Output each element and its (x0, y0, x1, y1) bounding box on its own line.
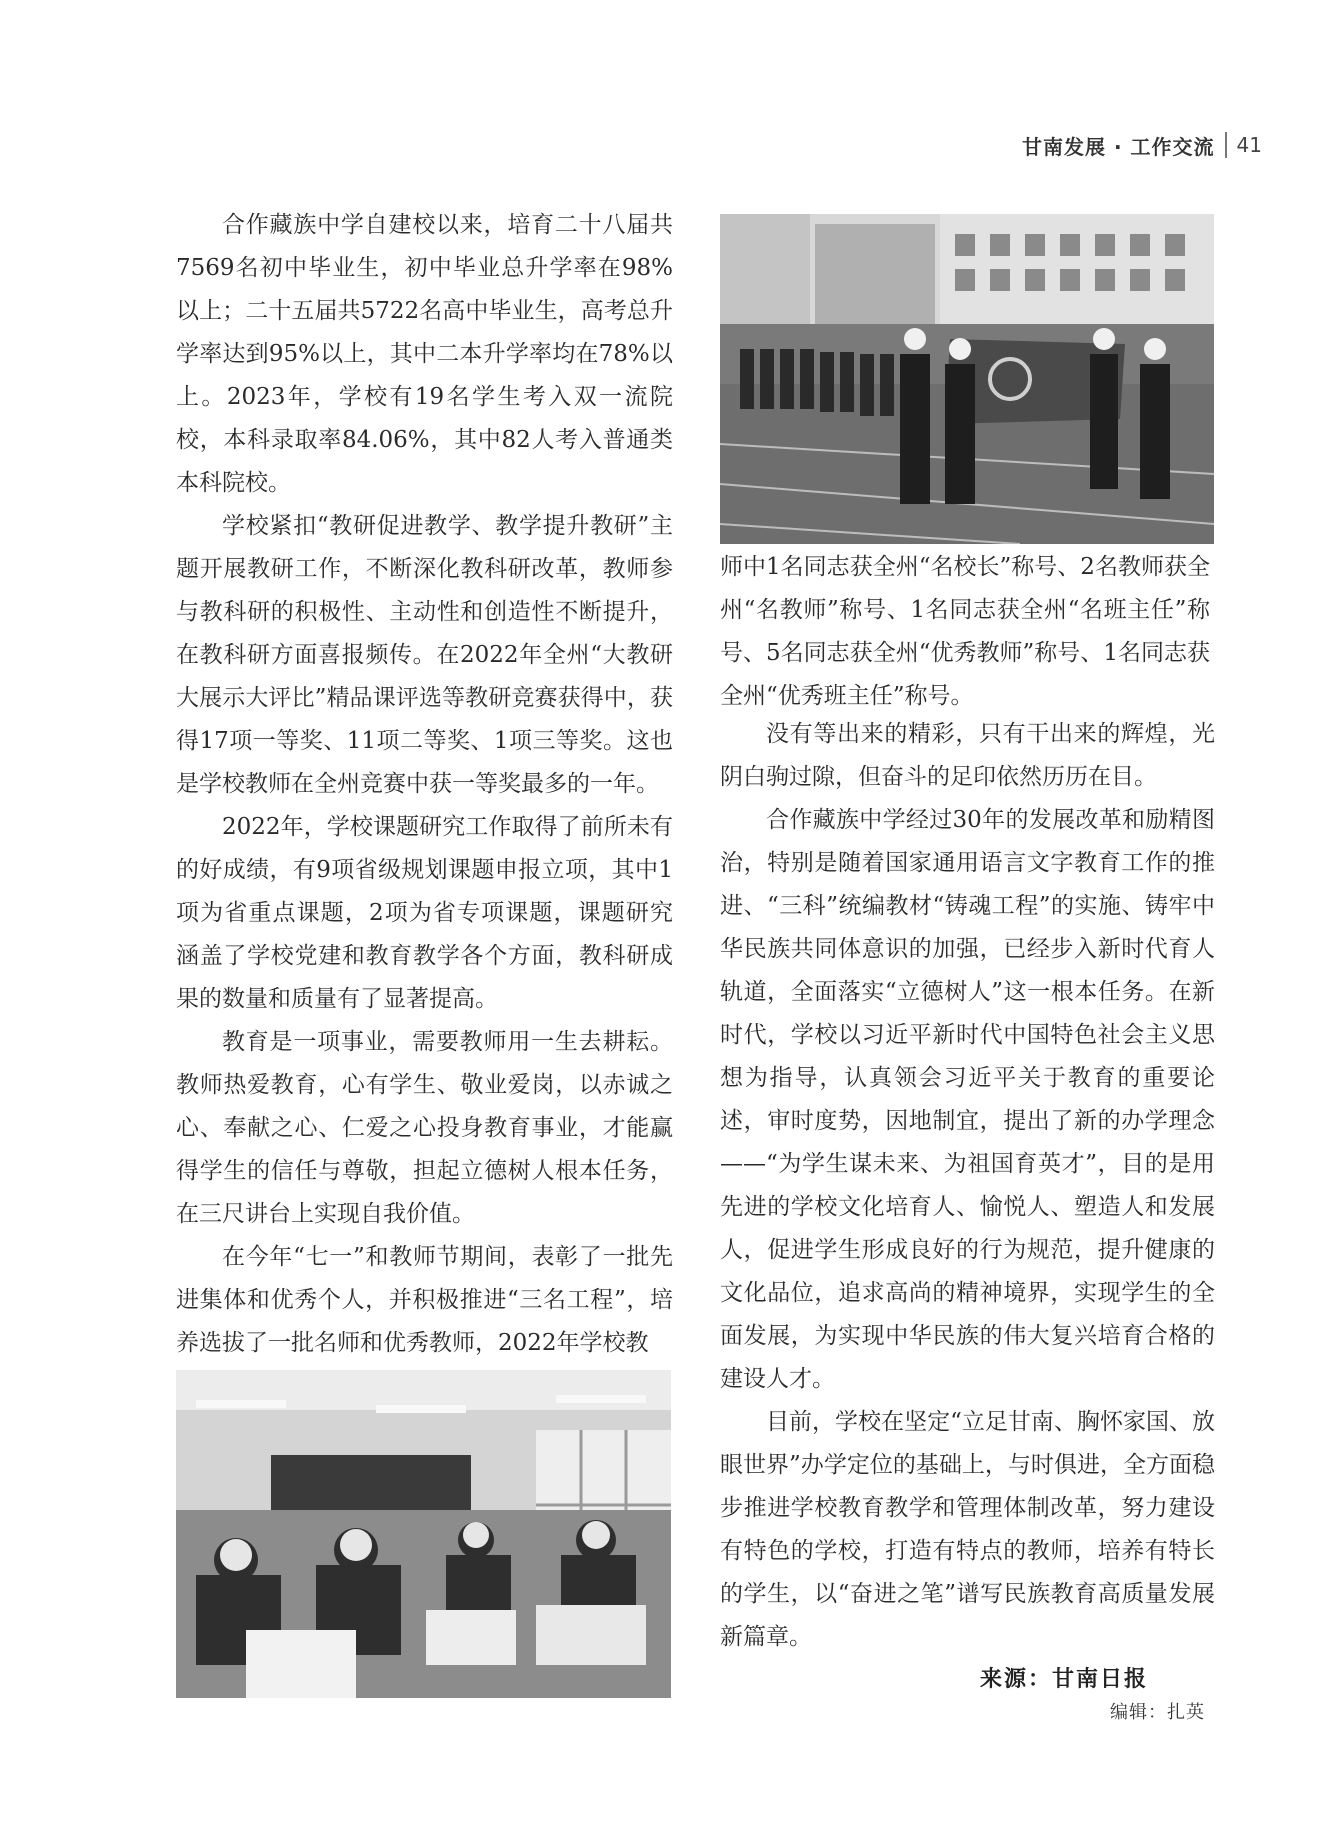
classroom-photo-image (176, 1370, 671, 1698)
section-title: 甘南发展 · 工作交流 (1022, 134, 1215, 159)
paragraph: 目前，学校在坚定“立足甘南、胸怀家国、放眼世界”办学定位的基础上，与时俱进，全方面稳步推进学校教育教学和管理体制改革，努力建设有特色的学校，打造有特点的教师，培养有特长的学生，以“奋进之笔”谱写民族教育高质量发展新篇章。 (720, 1409, 1215, 1650)
parade-photo (720, 214, 1214, 544)
running-header (1022, 130, 1262, 160)
classroom-photo (176, 1370, 671, 1698)
paragraph: 合作藏族中学经过30年的发展改革和励精图治，特别是随着国家通用语言文字教育工作的推进、“三科”统编教材“铸魂工程”的实施、铸牢中华民族共同体意识的加强，已经步入新时代育人轨道，全面落实“立德树人”这一根本任务。在新时代，学校以习近平新时代中国特色社会主义思想为指导，认真领会习近平关于教育的重要论述，审时度势，因地制宜，提出了新的办学理念——“为学生谋未来、为祖国育英才”，目的是用先进的学校文化培育人、愉悦人、塑造人和发展人，促进学生形成良好的行为规范，提升健康的文化品位，追求高尚的精神境界，实现学生的全面发展，为实现中华民族的伟大复兴培育合格的建设人才。 (720, 807, 1215, 1392)
article-source: 来源：甘南日报 (980, 1666, 1149, 1692)
paragraph-continuation: 师中1名同志获全州“名校长”称号、2名教师获全州“名教师”称号、1名同志获全州“名班主任”称号、5名同志获全州“优秀教师”称号、1名同志获全州“优秀班主任”称号。 (720, 554, 1210, 709)
paragraph: 2022年，学校课题研究工作取得了前所未有的好成绩，有9项省级规划课题申报立项，其中1项为省重点课题，2项为省专项课题，课题研究涵盖了学校党建和教育教学各个方面，教科研成果的数量和质量有了显著提高。 (176, 814, 673, 1012)
left-column (176, 204, 673, 1365)
article-editor: 编辑：扎英 (1110, 1702, 1205, 1723)
paragraph: 没有等出来的精彩，只有干出来的辉煌，光阴白驹过隙，但奋斗的足印依然历历在目。 (720, 721, 1215, 790)
right-column (720, 713, 1215, 1659)
paragraph: 学校紧扣“教研促进教学、教学提升教研”主题开展教研工作，不断深化教科研改革，教师参与教科研的积极性、主动性和创造性不断提升，在教科研方面喜报频传。在2022年全州“大教研大展示大评比”精品课评选等教研竞赛获得中，获得17项一等奖、11项二等奖、1项三等奖。这也是学校教师在全州竞赛中获一等奖最多的一年。 (176, 513, 673, 797)
page-number: 41 (1236, 133, 1262, 157)
paragraph: 教育是一项事业，需要教师用一生去耕耘。教师热爱教育，心有学生、敬业爱岗，以赤诚之心、奉献之心、仁爱之心投身教育事业，才能赢得学生的信任与尊敬，担起立德树人根本任务，在三尺讲台上实现自我价值。 (176, 1029, 673, 1227)
header-divider (1225, 132, 1227, 158)
paragraph: 合作藏族中学自建校以来，培育二十八届共7569名初中毕业生，初中毕业总升学率在98%以上；二十五届共5722名高中毕业生，高考总升学率达到95%以上，其中二本升学率均在78%以上。2023年，学校有19名学生考入双一流院校，本科录取率84.06%，其中82人考入普通类本科院校。 (176, 212, 673, 496)
right-column-continuation (720, 546, 1210, 718)
paragraph: 在今年“七一”和教师节期间，表彰了一批先进集体和优秀个人，并积极推进“三名工程”，培养选拔了一批名师和优秀教师，2022年学校教 (176, 1244, 673, 1356)
parade-photo-image (720, 214, 1214, 544)
